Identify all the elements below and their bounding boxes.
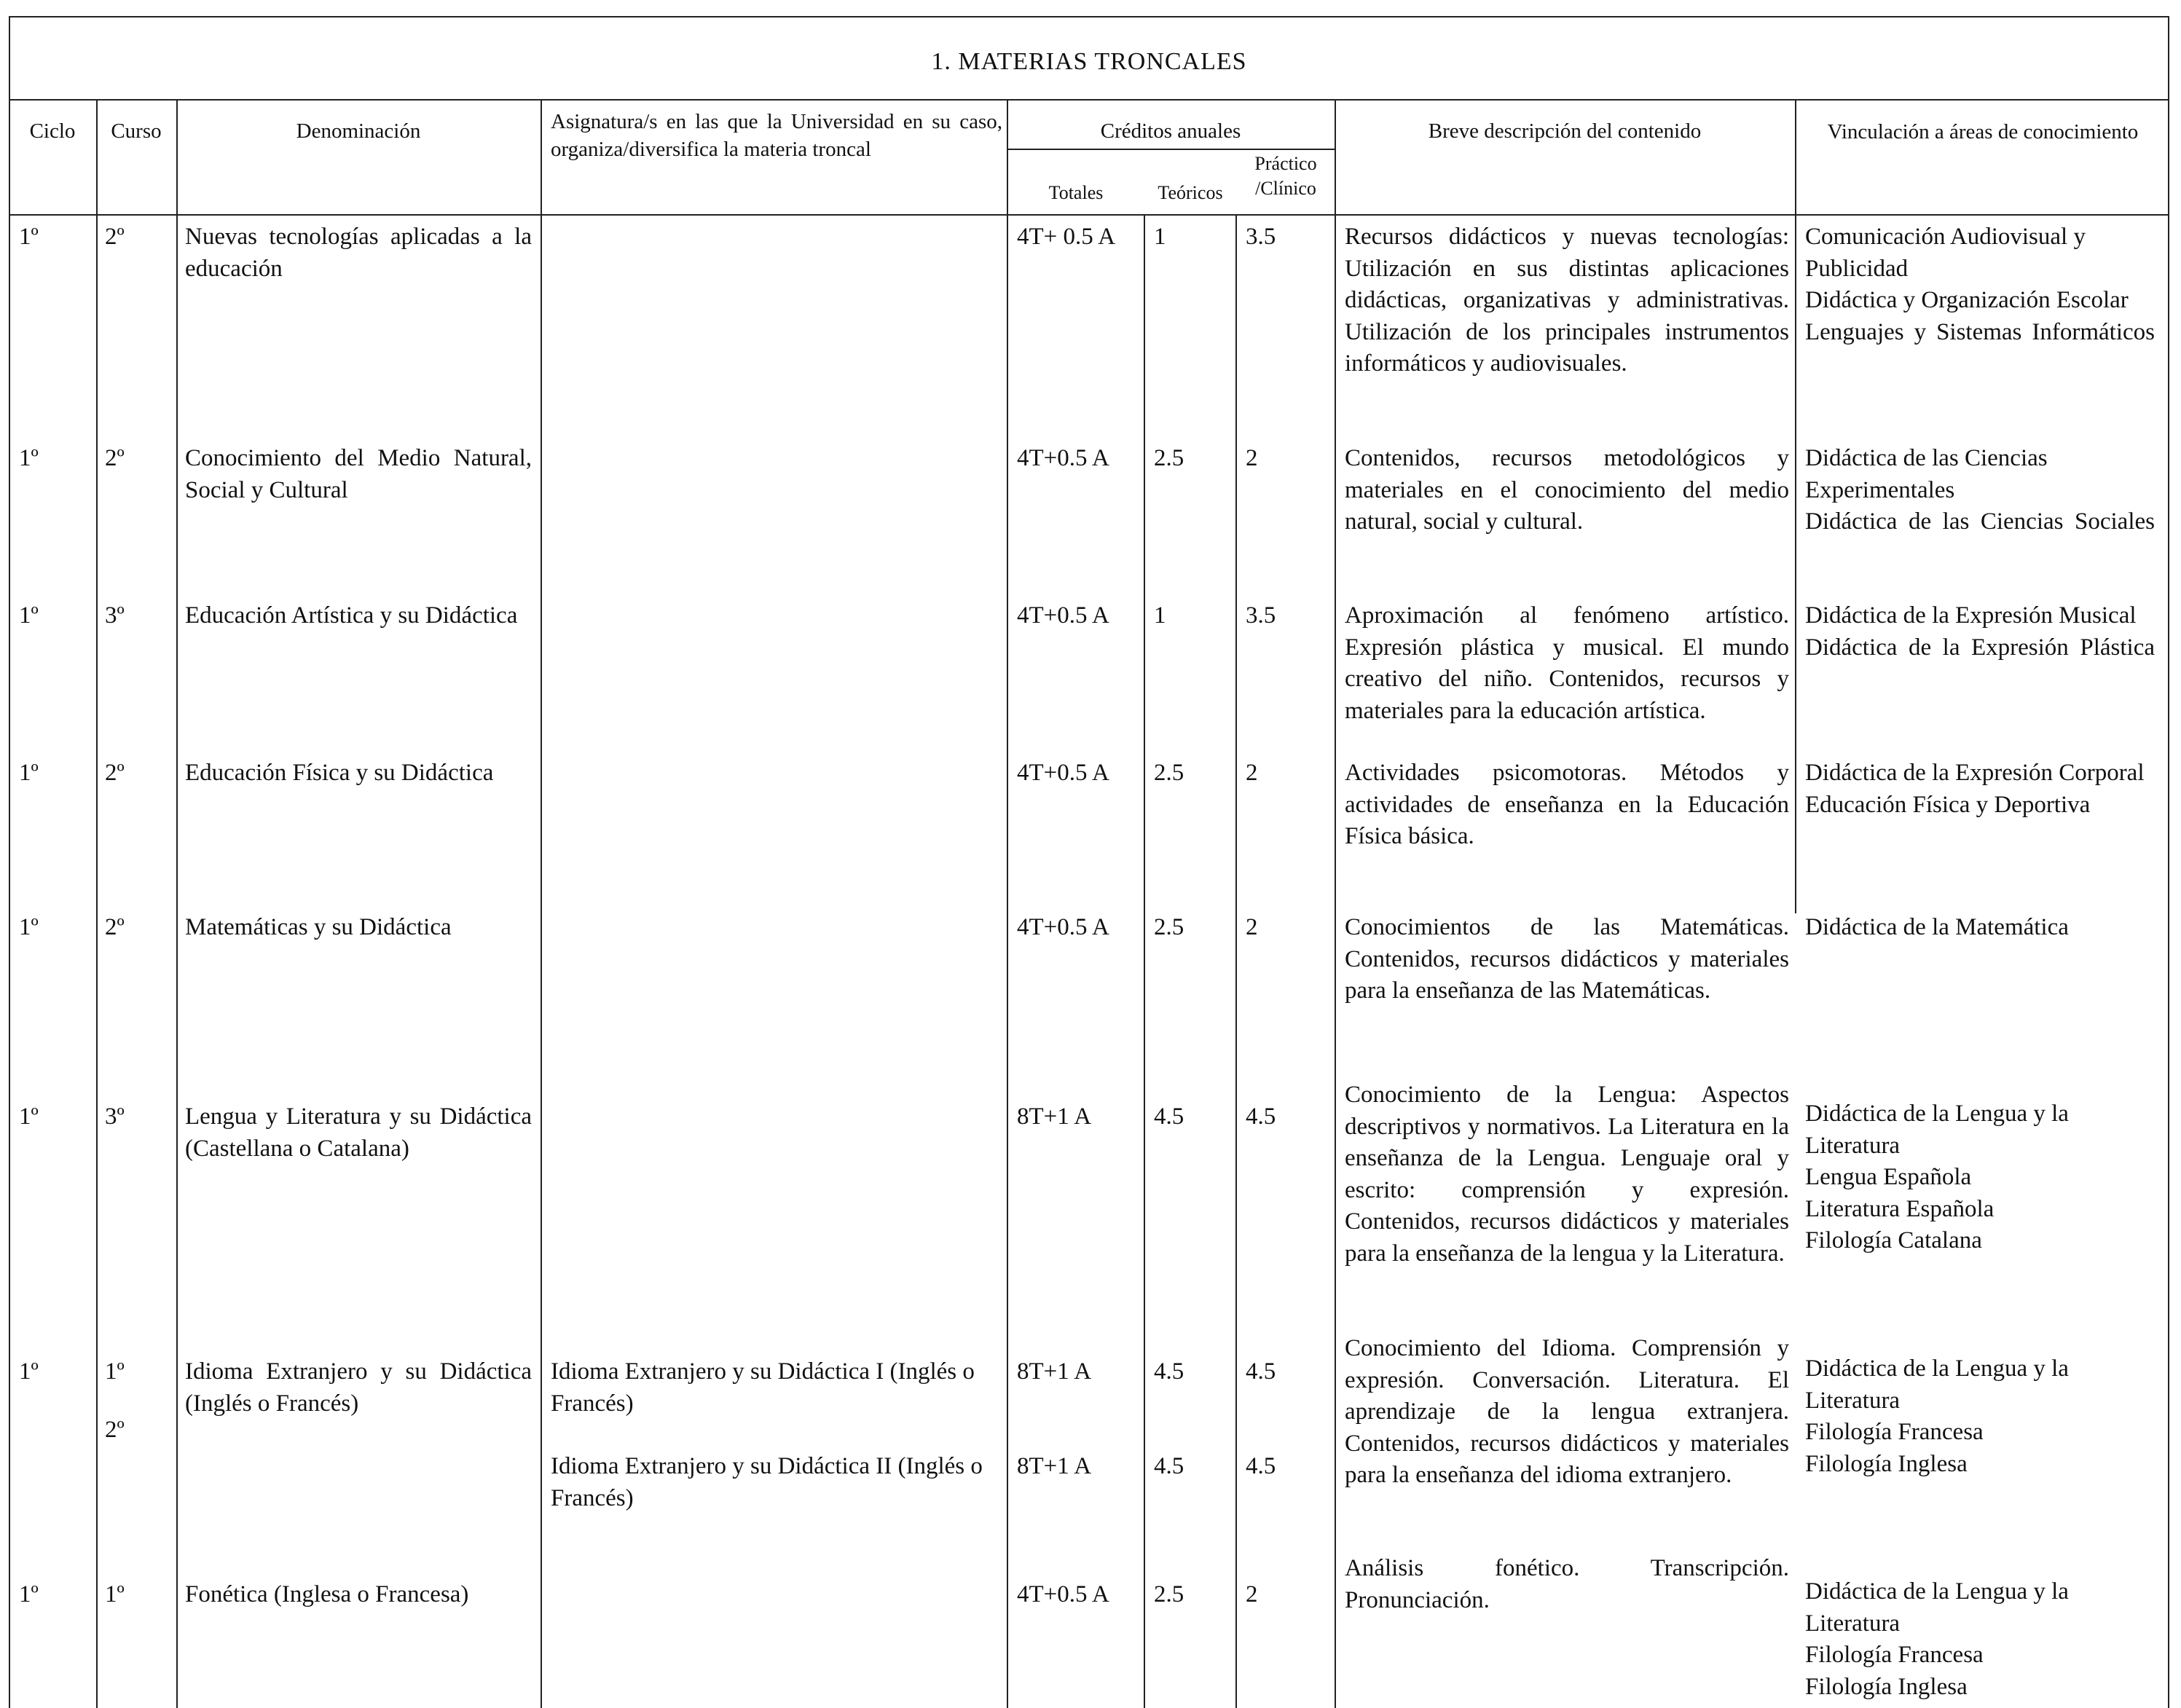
area-item: Educación Física y Deportiva: [1805, 791, 2091, 818]
row-curso-2: 2º: [105, 1417, 125, 1443]
row-practico: 2: [1246, 760, 1258, 786]
area-item: Filología Catalana: [1805, 1227, 1982, 1254]
area-item: Didáctica de la Expresión Corporal: [1805, 760, 2145, 786]
area-item: Lengua Española: [1805, 1164, 1972, 1190]
row-practico: 3.5: [1246, 602, 1276, 629]
row-areas: [1805, 221, 2155, 348]
row-practico: 2: [1246, 1581, 1258, 1607]
row-practico: 4.5: [1246, 1103, 1276, 1130]
header-creditos: Créditos anuales: [1100, 119, 1241, 143]
row-asignatura-2: Idioma Extranjero y su Didáctica II (Inglés o Francés): [551, 1453, 983, 1511]
row-totales: 4T+0.5 A: [1017, 1581, 1109, 1607]
row-totales-2: 8T+1 A: [1017, 1453, 1092, 1479]
row-ciclo: 1º: [19, 914, 39, 940]
row-curso: 3º: [105, 602, 125, 629]
row-ciclo: 1º: [19, 760, 39, 786]
row-denominacion: Nuevas tecnologías aplicadas a la educación: [185, 224, 532, 282]
row-teoricos: 1: [1154, 602, 1166, 629]
row-teoricos: 2.5: [1154, 760, 1184, 786]
header-curso: Curso: [111, 119, 162, 143]
header-teoricos: Teóricos: [1158, 182, 1223, 203]
row-curso: 3º: [105, 1103, 125, 1130]
col-divider: [1795, 101, 1796, 913]
document-page: [9, 16, 2171, 1708]
row-descripcion: Conocimientos de las Matemáticas. Contenidos, recursos didácticos y materiales para la enseñanza de las Matemáticas.: [1345, 914, 1789, 1004]
row-totales: 4T+0.5 A: [1017, 760, 1109, 786]
area-item: Didáctica de la Expresión Plástica: [1805, 634, 2155, 661]
col-divider: [1007, 101, 1008, 1708]
area-item: Filología Francesa: [1805, 1642, 1984, 1668]
row-areas: [1805, 757, 2155, 821]
header-vinculacion: Vinculación a áreas de conocimiento: [1827, 120, 2139, 143]
row-curso: 2º: [105, 914, 125, 940]
row-teoricos: 2.5: [1154, 914, 1184, 940]
row-totales: 4T+0.5 A: [1017, 914, 1109, 940]
row-descripcion: Análisis fonético. Transcripción. Pronunciación.: [1345, 1555, 1789, 1613]
area-item: Didáctica de la Matemática: [1805, 914, 2069, 940]
row-totales: 4T+ 0.5 A: [1017, 224, 1116, 250]
area-item: Filología Inglesa: [1805, 1673, 1968, 1700]
col-divider: [1235, 214, 1237, 1708]
row-asignatura: Idioma Extranjero y su Didáctica I (Inglés o Francés): [551, 1358, 975, 1417]
row-denominacion: Matemáticas y su Didáctica: [185, 914, 452, 940]
header-denominacion: Denominación: [296, 119, 421, 143]
row-practico: 4.5: [1246, 1358, 1276, 1385]
area-item: Filología Francesa: [1805, 1419, 1984, 1445]
col-divider: [176, 101, 178, 1708]
row-areas: [1805, 1576, 2155, 1703]
row-denominacion: Educación Física y su Didáctica: [185, 760, 494, 786]
row-practico: 3.5: [1246, 224, 1276, 250]
area-item: Literatura Española: [1805, 1195, 1995, 1222]
row-areas: [1805, 1098, 2155, 1257]
table-title: 1. MATERIAS TRONCALES: [9, 48, 2169, 101]
col-divider: [541, 101, 542, 1708]
row-teoricos-2: 4.5: [1154, 1453, 1184, 1479]
row-descripcion: Conocimiento de la Lengua: Aspectos descriptivos y normativos. La Literatura en la enseñanza de la Lengua. Lenguaje oral y escrito: comprensión y expresión. Contenidos, recursos didácticos y materiales para la enseñanza de la lengua y la Literatura.: [1345, 1082, 1789, 1267]
row-practico-2: 4.5: [1246, 1453, 1276, 1479]
row-curso: 2º: [105, 224, 125, 250]
area-item: Comunicación Audiovisual y Publicidad: [1805, 224, 2086, 282]
row-teoricos: 4.5: [1154, 1103, 1184, 1130]
row-practico: 2: [1246, 914, 1258, 940]
row-descripcion: Conocimiento del Idioma. Comprensión y expresión. Conversación. Literatura. El aprendizaje de la lengua extranjera. Contenidos, recursos didácticos y materiales para la enseñanza del idioma extranjero.: [1345, 1335, 1789, 1488]
row-ciclo: 1º: [19, 445, 39, 471]
row-totales: 8T+1 A: [1017, 1358, 1092, 1385]
row-descripcion: Recursos didácticos y nuevas tecnologías: Utilización en sus distintas aplicaciones didácticas, organizativas y administrativas. Utilización de los principales instrumentos informáticos y audiovisuales.: [1345, 224, 1789, 377]
row-ciclo: 1º: [19, 602, 39, 629]
area-item: Didáctica de la Lengua y la Literatura: [1805, 1101, 2069, 1159]
area-item: Didáctica de la Lengua y la Literatura: [1805, 1355, 2069, 1414]
area-item: Didáctica de las Ciencias Sociales: [1805, 508, 2155, 535]
row-teoricos: 2.5: [1154, 445, 1184, 471]
row-denominacion: Idioma Extranjero y su Didáctica (Inglés o Francés): [185, 1358, 532, 1417]
row-practico: 2: [1246, 445, 1258, 471]
row-curso: 2º: [105, 445, 125, 471]
header-bottom-line: [9, 214, 2169, 216]
area-item: Didáctica y Organización Escolar: [1805, 287, 2129, 313]
row-areas: [1805, 912, 2155, 944]
row-teoricos: 4.5: [1154, 1358, 1184, 1385]
area-item: Didáctica de las Ciencias Experimentales: [1805, 445, 2048, 503]
col-divider: [1335, 101, 1336, 1708]
row-totales: 4T+0.5 A: [1017, 602, 1109, 629]
row-ciclo: 1º: [19, 1103, 39, 1130]
row-teoricos: 2.5: [1154, 1581, 1184, 1607]
header-asignaturas: Asignatura/s en las que la Universidad en su caso, organiza/diversifica la materia troncal: [551, 110, 1002, 161]
header-ciclo: Ciclo: [29, 119, 76, 143]
row-ciclo: 1º: [19, 1358, 39, 1385]
row-areas: [1805, 600, 2155, 664]
row-ciclo: 1º: [19, 224, 39, 250]
row-teoricos: 1: [1154, 224, 1166, 250]
area-item: Didáctica de la Expresión Musical: [1805, 602, 2137, 629]
row-totales: 4T+0.5 A: [1017, 445, 1109, 471]
row-areas: [1805, 1353, 2155, 1480]
row-ciclo: 1º: [19, 1581, 39, 1607]
row-descripcion: Contenidos, recursos metodológicos y materiales en el conocimiento del medio natural, social y cultural.: [1345, 445, 1789, 535]
header-practico: Práctico /Clínico: [1254, 153, 1317, 199]
row-curso: 2º: [105, 760, 125, 786]
row-denominacion: Fonética (Inglesa o Francesa): [185, 1581, 469, 1607]
row-totales: 8T+1 A: [1017, 1103, 1092, 1130]
row-descripcion: Actividades psicomotoras. Métodos y actividades de enseñanza en la Educación Física básica.: [1345, 760, 1789, 849]
row-areas: [1805, 443, 2155, 538]
row-denominacion: Conocimiento del Medio Natural, Social y Cultural: [185, 445, 532, 503]
header-totales: Totales: [1048, 182, 1104, 203]
col-divider: [96, 101, 98, 1708]
row-denominacion: Educación Artística y su Didáctica: [185, 602, 518, 629]
area-item: Filología Inglesa: [1805, 1450, 1968, 1477]
row-denominacion: Lengua y Literatura y su Didáctica (Castellana o Catalana): [185, 1103, 532, 1162]
row-curso: 1º: [105, 1358, 125, 1385]
header-subdivider: [1007, 149, 1335, 150]
header-descripcion: Breve descripción del contenido: [1428, 119, 1702, 143]
col-divider: [1144, 214, 1145, 1708]
row-curso: 1º: [105, 1581, 125, 1607]
area-item: Lenguajes y Sistemas Informáticos: [1805, 318, 2155, 345]
row-descripcion: Aproximación al fenómeno artístico. Expresión plástica y musical. El mundo creativo del niño. Contenidos, recursos y materiales para la educación artística.: [1345, 602, 1789, 724]
area-item: Didáctica de la Lengua y la Literatura: [1805, 1578, 2069, 1637]
